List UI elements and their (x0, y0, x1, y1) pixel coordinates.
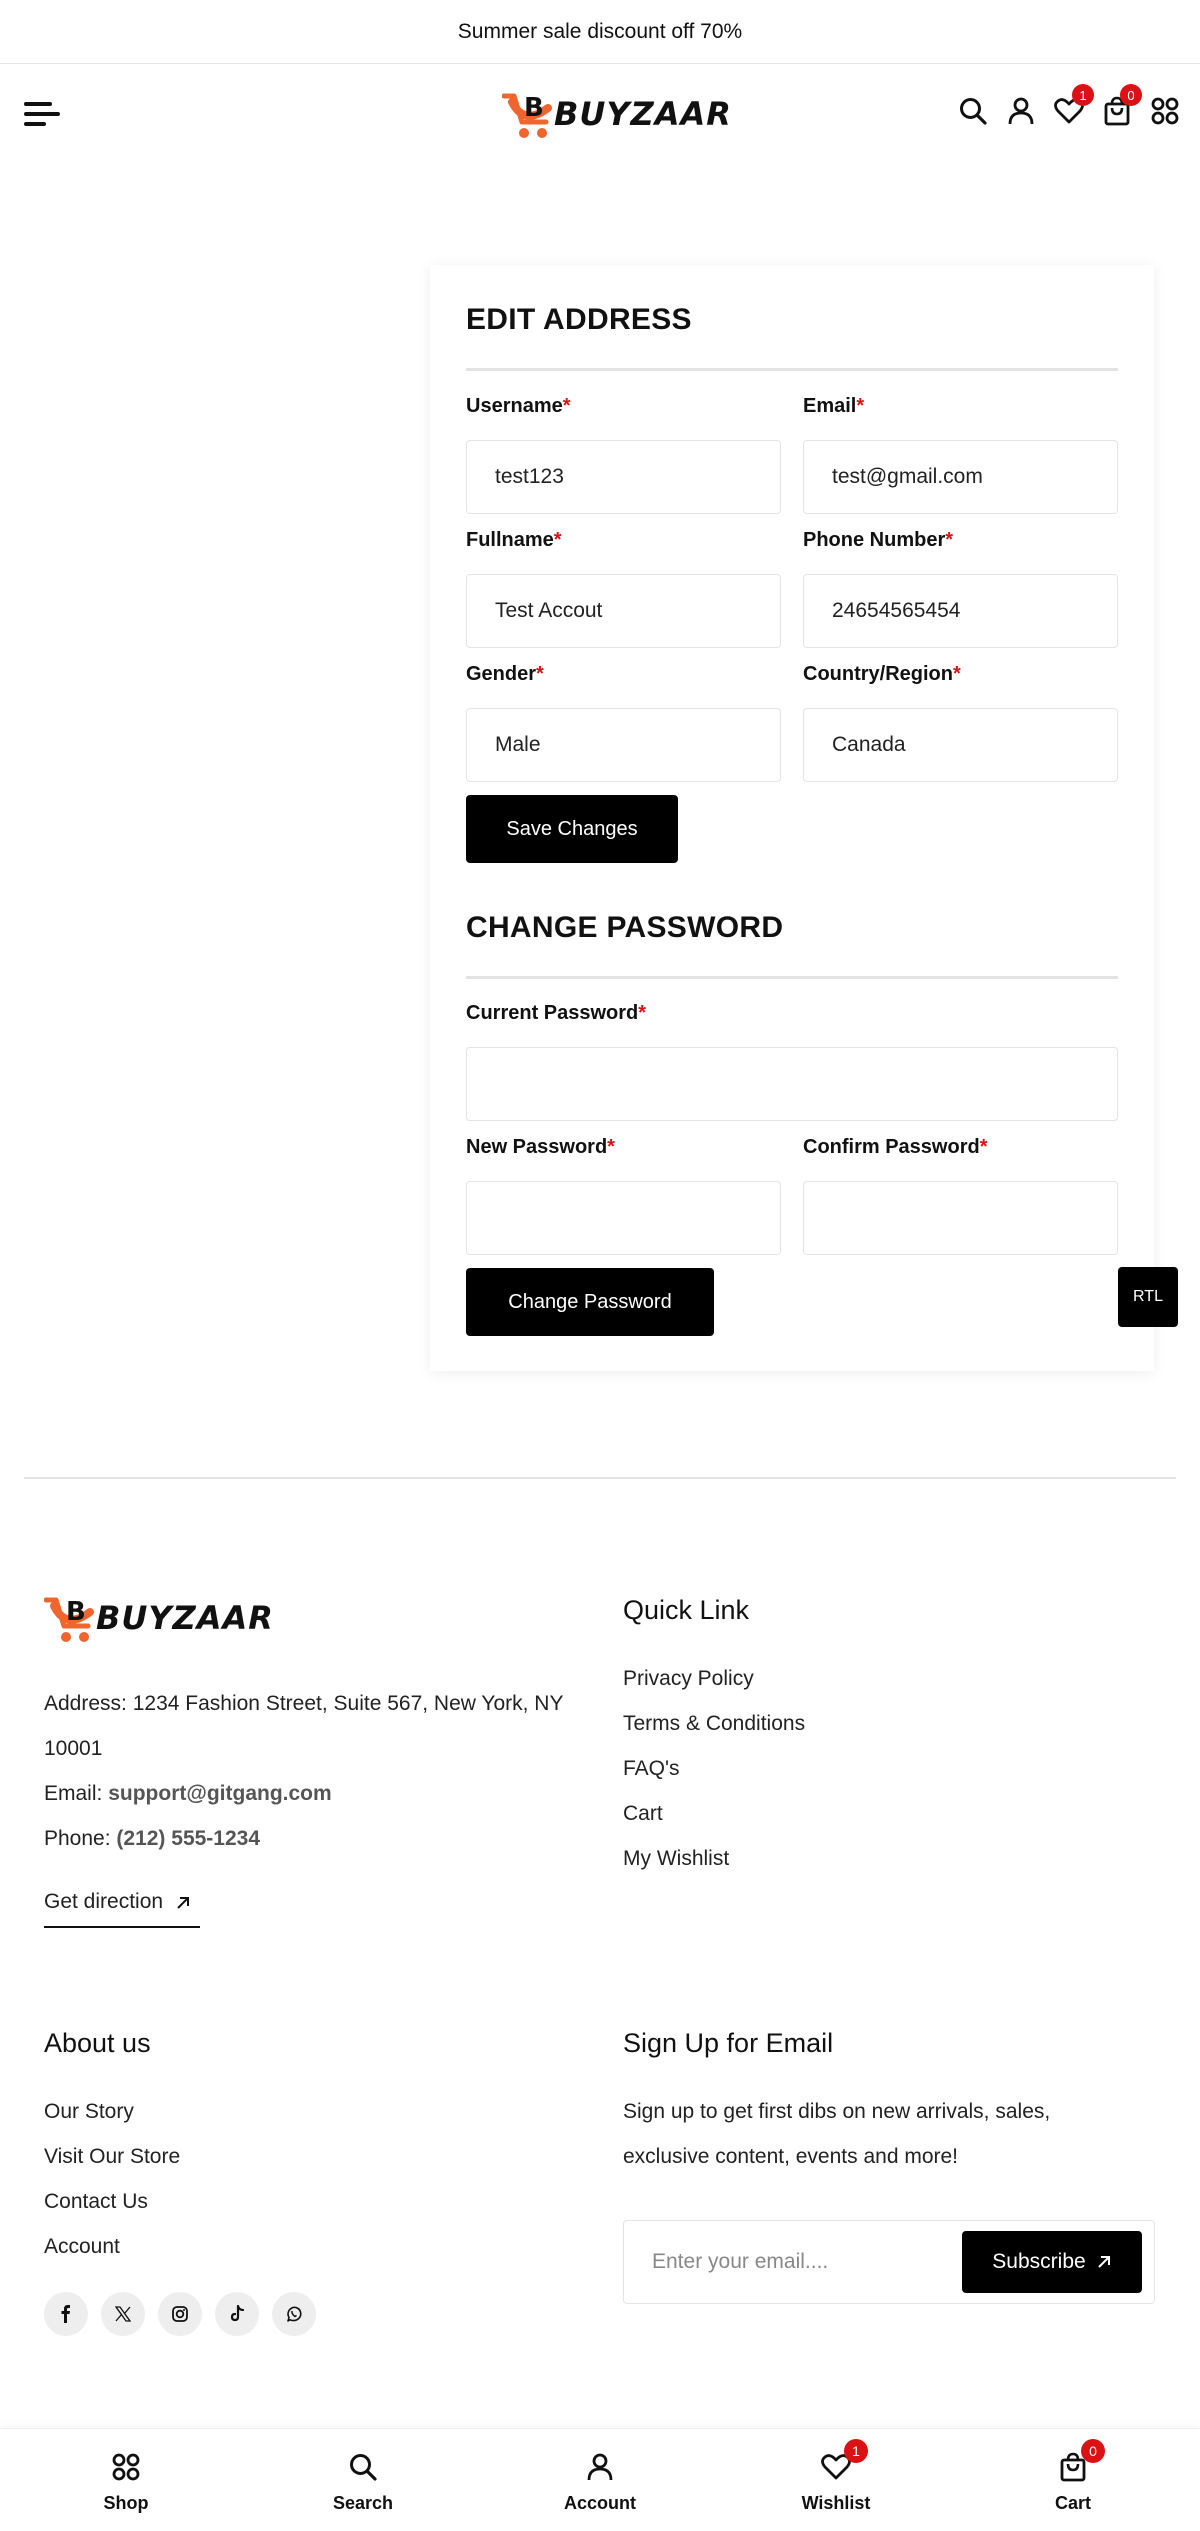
email-label: Email* (803, 395, 865, 417)
footer-link-visit-store[interactable]: Visit Our Store (44, 2145, 181, 2168)
account-icon (582, 2449, 618, 2485)
footer-link-privacy[interactable]: Privacy Policy (623, 1667, 754, 1690)
username-input[interactable]: test123 (466, 440, 781, 514)
newsletter-form (623, 2220, 1155, 2304)
nav-search[interactable] (293, 2429, 433, 2531)
footer-link-terms[interactable]: Terms & Conditions (623, 1712, 806, 1735)
grid-icon[interactable] (1148, 94, 1182, 128)
new-password-input[interactable] (466, 1181, 781, 1255)
confirm-password-label: Confirm Password* (803, 1136, 988, 1158)
tiktok-icon[interactable] (215, 2292, 259, 2336)
footer-phone-link[interactable]: (212) 555-1234 (116, 1827, 261, 1850)
cart-icon[interactable] (1100, 87, 1135, 128)
search-icon[interactable] (956, 94, 990, 128)
svg-text:B: B (524, 93, 544, 123)
nav-wishlist[interactable] (766, 2429, 906, 2531)
phone-input[interactable]: 24654565454 (803, 574, 1118, 648)
username-label: Username* (466, 395, 571, 417)
account-icon[interactable] (1004, 94, 1038, 128)
about-us-title: About us (44, 2028, 151, 2058)
arrow-up-right-icon (1096, 2254, 1112, 2270)
announcement-bar (0, 0, 1200, 64)
country-select[interactable]: Canada (803, 708, 1118, 782)
logo[interactable] (502, 86, 732, 142)
gender-label: Gender* (466, 663, 544, 685)
section-divider (466, 976, 1118, 979)
facebook-icon[interactable] (44, 2292, 88, 2336)
subscribe-label: Subscribe (992, 2250, 1086, 2273)
newsletter-email-input[interactable] (652, 2221, 952, 2303)
nav-cart-label: Cart (1054, 2493, 1091, 2513)
current-password-input[interactable] (466, 1047, 1118, 1121)
section-divider (466, 368, 1118, 371)
current-password-label: Current Password* (466, 1002, 647, 1024)
menu-icon[interactable] (24, 102, 60, 128)
fullname-input[interactable]: Test Accout (466, 574, 781, 648)
footer-link-faq[interactable]: FAQ's (623, 1757, 680, 1780)
announcement-text: Summer sale discount off 70% (457, 19, 743, 43)
account-form-card (430, 265, 1154, 1371)
new-password-label: New Password* (466, 1136, 615, 1158)
country-label: Country/Region* (803, 663, 961, 685)
whatsapp-icon[interactable] (272, 2292, 316, 2336)
x-icon[interactable] (101, 2292, 145, 2336)
nav-shop-label: Shop (103, 2493, 149, 2513)
bottom-navigation (0, 2428, 1200, 2531)
phone-label: Phone Number* (803, 529, 954, 551)
fullname-label: Fullname* (466, 529, 562, 551)
nav-cart[interactable] (1003, 2429, 1143, 2531)
search-icon (345, 2449, 381, 2485)
nav-shop[interactable] (56, 2429, 196, 2531)
svg-text:B: B (66, 1597, 86, 1627)
nav-account-label: Account (564, 2493, 636, 2513)
signup-description: Sign up to get first dibs on new arrivals, sales, (623, 2100, 1051, 2123)
footer-link-account[interactable]: Account (44, 2235, 120, 2258)
footer-logo[interactable] (44, 1590, 274, 1646)
footer-link-our-story[interactable]: Our Story (44, 2100, 134, 2123)
subscribe-button[interactable] (962, 2231, 1142, 2293)
signup-description-line-2: exclusive content, events and more! (623, 2145, 959, 2168)
signup-title: Sign Up for Email (623, 2028, 834, 2058)
logo-text: BUYZAAR (554, 95, 732, 133)
footer-phone: Phone: (212) 555-1234 (44, 1827, 261, 1850)
rtl-toggle-button[interactable]: RTL (1118, 1267, 1178, 1327)
nav-wishlist-badge: 1 (844, 2439, 868, 2463)
arrow-up-right-icon (175, 1895, 191, 1911)
cart-count-badge: 0 (1120, 84, 1142, 106)
confirm-password-input[interactable] (803, 1181, 1118, 1255)
header-actions (956, 87, 1182, 128)
wishlist-icon[interactable] (1052, 87, 1087, 128)
quick-link-title: Quick Link (623, 1595, 750, 1625)
footer-email: Email: support@gitgang.com (44, 1782, 332, 1805)
instagram-icon[interactable] (158, 2292, 202, 2336)
site-header (0, 64, 1200, 162)
get-direction-label: Get direction (44, 1890, 164, 1913)
footer-divider (24, 1477, 1176, 1479)
footer-address: Address: 1234 Fashion Street, Suite 567, New York, NY (44, 1692, 564, 1715)
save-changes-button[interactable]: Save Changes (466, 795, 678, 863)
nav-wishlist-label: Wishlist (801, 2493, 871, 2513)
cart-logo-icon (44, 1590, 96, 1646)
wishlist-count-badge: 1 (1072, 84, 1094, 106)
cart-logo-icon (502, 86, 554, 142)
email-input[interactable]: test@gmail.com (803, 440, 1118, 514)
nav-account[interactable] (530, 2429, 670, 2531)
change-password-title: CHANGE PASSWORD (466, 911, 784, 944)
grid-icon (108, 2449, 144, 2485)
nav-search-label: Search (332, 2493, 394, 2513)
logo-text: BUYZAAR (96, 1599, 274, 1637)
footer-link-wishlist[interactable]: My Wishlist (623, 1847, 730, 1870)
gender-select[interactable]: Male (466, 708, 781, 782)
change-password-button[interactable]: Change Password (466, 1268, 714, 1336)
wishlist-icon (818, 2443, 860, 2485)
nav-cart-badge: 0 (1081, 2439, 1105, 2463)
cart-icon (1055, 2443, 1097, 2485)
footer-email-link[interactable]: support@gitgang.com (108, 1782, 332, 1805)
edit-address-title: EDIT ADDRESS (466, 303, 692, 336)
footer-link-contact[interactable]: Contact Us (44, 2190, 148, 2213)
footer-address-line-2: 10001 (44, 1737, 103, 1760)
get-direction-link[interactable] (44, 1890, 200, 1928)
footer-link-cart[interactable]: Cart (623, 1802, 663, 1825)
